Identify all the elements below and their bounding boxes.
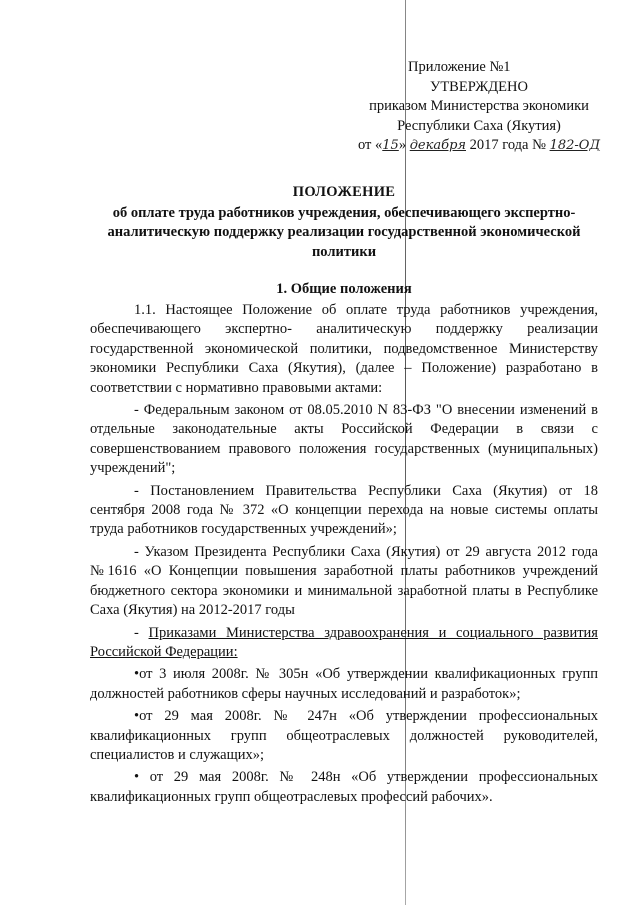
list-item-order-305n: •от 3 июля 2008г. № 305н «Об утверждении квалификационных групп должностей работников сферы научных исследований и разработок»;: [90, 666, 598, 702]
date-prefix: от «: [357, 137, 383, 153]
list-item-order-248n: • от 29 мая 2008г. № 248н «Об утверждении профессиональных квалификационных групп общеотраслевых профессий рабочих».: [90, 769, 598, 805]
order-issuer: приказом Министерства экономики: [369, 98, 589, 114]
date-mid: »: [398, 137, 410, 153]
approved-label: УТВЕРЖДЕНО: [430, 78, 528, 95]
document-subtitle: об оплате труда работников учреждения, обеспечивающего экспертно-аналитическую поддержку реализации государственной экономической политики: [107, 204, 581, 260]
paragraph-president-decree: - Указом Президента Республики Саха (Якутия) от 29 августа 2012 года №1616 «О Концепции повышения заработной платы работников учреждений бюджетного сектора экономики и минимальной заработной платы в Республике Саха (Якутия) на 2012-2017 годы: [90, 543, 598, 619]
paragraph-ministry-orders: [90, 624, 598, 663]
approval-stamp-block: [344, 58, 614, 156]
paragraph-federal-law: - Федеральным законом от 08.05.2010 N 83-ФЗ "О внесении изменений в отдельные законодательные акты Российской Федерации в связи с совершенствованием правового положения государственных (муниципальных) учреждений";: [90, 402, 598, 477]
document-body: [90, 301, 598, 810]
date-year: 2017 года №: [469, 137, 546, 153]
section-heading: 1. Общие положения: [276, 281, 412, 297]
handwritten-order-number: 182-ОД: [549, 138, 601, 153]
republic-name: Республики Саха (Якутия): [397, 117, 561, 134]
handwritten-month: декабря: [409, 138, 466, 153]
document-title: ПОЛОЖЕНИЕ: [292, 184, 396, 200]
appendix-label: Приложение №1: [408, 59, 511, 75]
document-title-block: [90, 183, 598, 262]
handwritten-day: 15: [382, 138, 399, 153]
ministry-orders-heading: Приказами Министерства здравоохранения и социального развития Российской Федерации:: [90, 624, 598, 660]
order-date-line: [344, 136, 614, 156]
paragraph-1-1: 1.1. Настоящее Положение об оплате труда работников учреждения, обеспечивающего экспертно- аналитическую поддержку реализации государственной экономической политики, подведомственное Министерству экономики Республики Саха (Якутия), (далее – Положение) разработано в соответствии с нормативно правовыми актами:: [90, 302, 598, 396]
paragraph-government-decree: - Постановлением Правительства Республики Саха (Якутия) от 18 сентября 2008 года № 372 «О концепции перехода на новые системы оплаты труда работников государственных учреждений»;: [90, 482, 598, 538]
list-item-order-247n: •от 29 мая 2008г. № 247н «Об утверждении профессиональных квалификационных групп общеотраслевых должностей руководителей, специалистов и служащих»;: [90, 708, 598, 763]
dash: -: [134, 624, 149, 641]
